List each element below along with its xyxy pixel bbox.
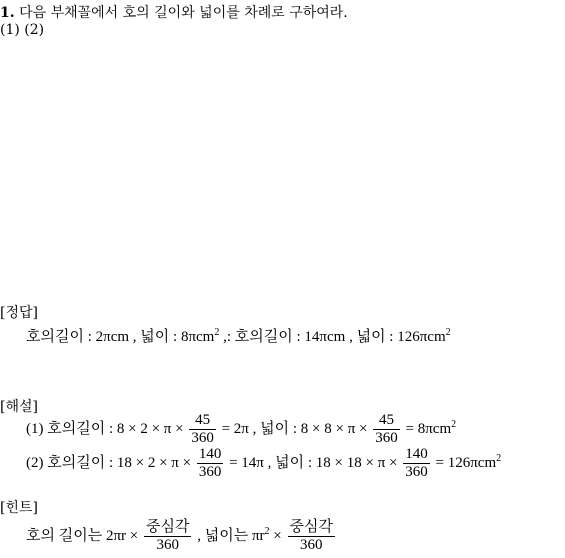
sub-label-2: (2) — [24, 22, 45, 38]
fraction-denominator: 360 — [191, 430, 214, 446]
solution-2-num: (2) — [26, 454, 44, 471]
hint-area-times: × — [273, 527, 282, 544]
question-title — [0, 2, 348, 22]
answer-label: [정답] — [0, 305, 38, 321]
solution-2-arc-label: 호의길이 : — [47, 454, 114, 471]
answer-area2-value: 126πcm — [397, 329, 446, 345]
hint-arc-label: 호의 길이는 — [26, 527, 103, 544]
solution-1-area-result: = 8πcm — [405, 420, 452, 437]
fraction-numerator: 140 — [405, 446, 428, 462]
solution-2-area-exp: 2 — [496, 452, 502, 464]
solution-2-arc-result: = 14π , — [229, 454, 272, 471]
fraction-denominator: 360 — [405, 464, 428, 480]
answer-arc1-label: 호의길이 : — [26, 329, 92, 345]
hint-arc-fraction — [144, 519, 191, 554]
solution-2-arc-fraction — [197, 446, 224, 481]
solution-1-num: (1) — [26, 420, 44, 437]
solution-1-arc-expr: 8 × 2 × π × — [116, 420, 184, 437]
answer-area1-value: 8πcm — [180, 329, 215, 345]
answer-arc2-label: 호의길이 : — [234, 329, 301, 345]
answer-separator: ,: — [223, 329, 232, 345]
hint-label: [힌트] — [0, 500, 38, 516]
answer-area1-exp: 2 — [214, 327, 220, 338]
solution-2-area-expr: 18 × 18 × π × — [315, 454, 398, 471]
solution-2-area-label: 넓이 : — [275, 454, 313, 471]
hint-area-expr: πr — [251, 527, 265, 544]
fraction-denominator: 360 — [299, 537, 323, 553]
fraction-denominator: 360 — [198, 464, 222, 480]
fraction-numerator: 중심각 — [145, 519, 190, 535]
sub-question-labels — [0, 22, 44, 38]
solution-2-area-fraction — [403, 446, 430, 481]
answer-area2-label: , 넓이 : — [349, 329, 394, 345]
solution-1-arc-fraction — [189, 412, 216, 447]
fraction-denominator: 360 — [375, 430, 398, 446]
solution-1-arc-label: 호의길이 : — [47, 420, 114, 437]
question-text: 다음 부채꼴에서 호의 길이와 넓이를 차례로 구하여라. — [19, 5, 348, 21]
fraction-numerator: 중심각 — [289, 519, 333, 535]
fraction-numerator: 45 — [189, 412, 216, 430]
solution-1-arc-result: = 2π , — [221, 420, 257, 437]
answer-arc2-value: 14πcm — [304, 329, 346, 345]
solution-1-area-exp: 2 — [451, 418, 457, 430]
answer-arc1-value: 2πcm — [95, 329, 130, 345]
solution-line-1 — [26, 412, 456, 447]
solution-label: [해설] — [0, 399, 38, 415]
hint-area-label: , 넓이는 — [197, 527, 249, 544]
answer-area2-exp: 2 — [445, 327, 451, 338]
solution-1-area-label: 넓이 : — [260, 420, 298, 437]
hint-area-fraction — [288, 519, 335, 554]
solution-1-area-fraction — [373, 412, 400, 447]
hint-arc-expr: 2πr × — [105, 527, 139, 544]
question-number: 1. — [0, 5, 15, 21]
fraction-numerator: 45 — [373, 412, 400, 430]
fraction-denominator: 360 — [156, 537, 179, 553]
solution-2-area-result: = 126πcm — [435, 454, 497, 471]
fraction-numerator: 140 — [198, 446, 222, 462]
hint-area-exp: 2 — [264, 525, 270, 537]
answer-area1-label: , 넓이 : — [132, 329, 178, 345]
solution-1-area-expr: 8 × 8 × π × — [300, 420, 368, 437]
solution-2-arc-expr: 18 × 2 × π × — [116, 454, 192, 471]
hint-line — [26, 519, 337, 554]
answer-line — [26, 325, 451, 346]
sub-label-1: (1) — [0, 22, 20, 38]
solution-line-2 — [26, 446, 501, 481]
